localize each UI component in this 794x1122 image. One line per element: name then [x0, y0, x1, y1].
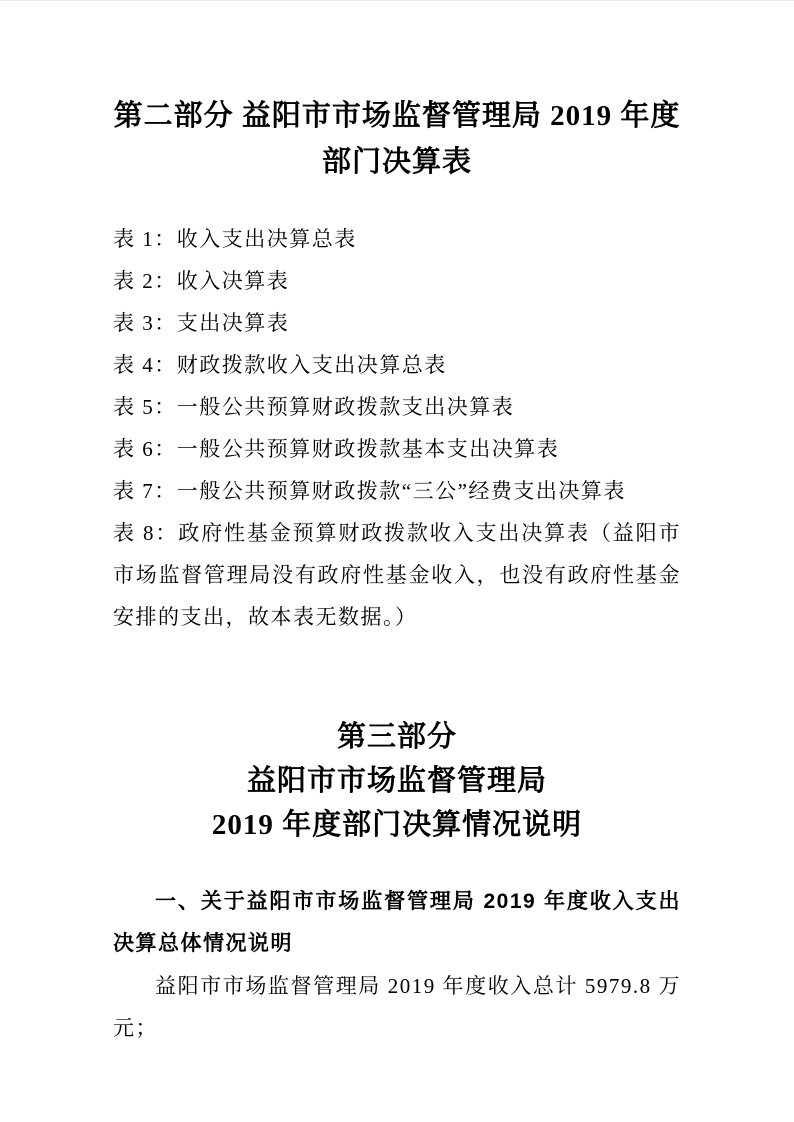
- part3-title-line3: 2019 年度部门决算情况说明: [211, 809, 583, 841]
- table-item-1: 表 1：收入支出决算总表: [113, 227, 357, 251]
- table-item-5: 表 5：一般公共预算财政拨款支出决算表: [113, 395, 515, 419]
- part2-title-line1: 第二部分 益阳市市场监督管理局 2019 年度: [113, 100, 681, 132]
- section-1-paragraph: 益阳市市场监督管理局 2019 年度收入总计 5979.8 万元；: [113, 974, 681, 1040]
- table-item-4: 表 4：财政拨款收入支出决算总表: [113, 353, 447, 377]
- part3-title-line2: 益阳市市场监督管理局: [246, 765, 547, 797]
- table-item-2: 表 2：收入决算表: [113, 269, 290, 293]
- table-item-7: 表 7：一般公共预算财政拨款“三公”经费支出决算表: [113, 479, 626, 503]
- part2-title: [113, 93, 681, 185]
- table-item-3: 表 3：支出决算表: [113, 311, 290, 335]
- part3-title-line1: 第三部分: [336, 721, 457, 753]
- table-item-8: 表 8：政府性基金预算财政拨款收入支出决算表（益阳市市场监督管理局没有政府性基金收入，也没有政府性基金安排的支出，故本表无数据。）: [113, 521, 681, 629]
- table-item-6: 表 6：一般公共预算财政拨款基本支出决算表: [113, 437, 560, 461]
- part2-title-line2: 部门决算表: [321, 146, 472, 178]
- section-1-heading: 一、关于益阳市市场监督管理局 2019 年度收入支出决算总体情况说明: [113, 890, 681, 955]
- part3-title: [113, 715, 681, 847]
- table-list: [113, 218, 681, 638]
